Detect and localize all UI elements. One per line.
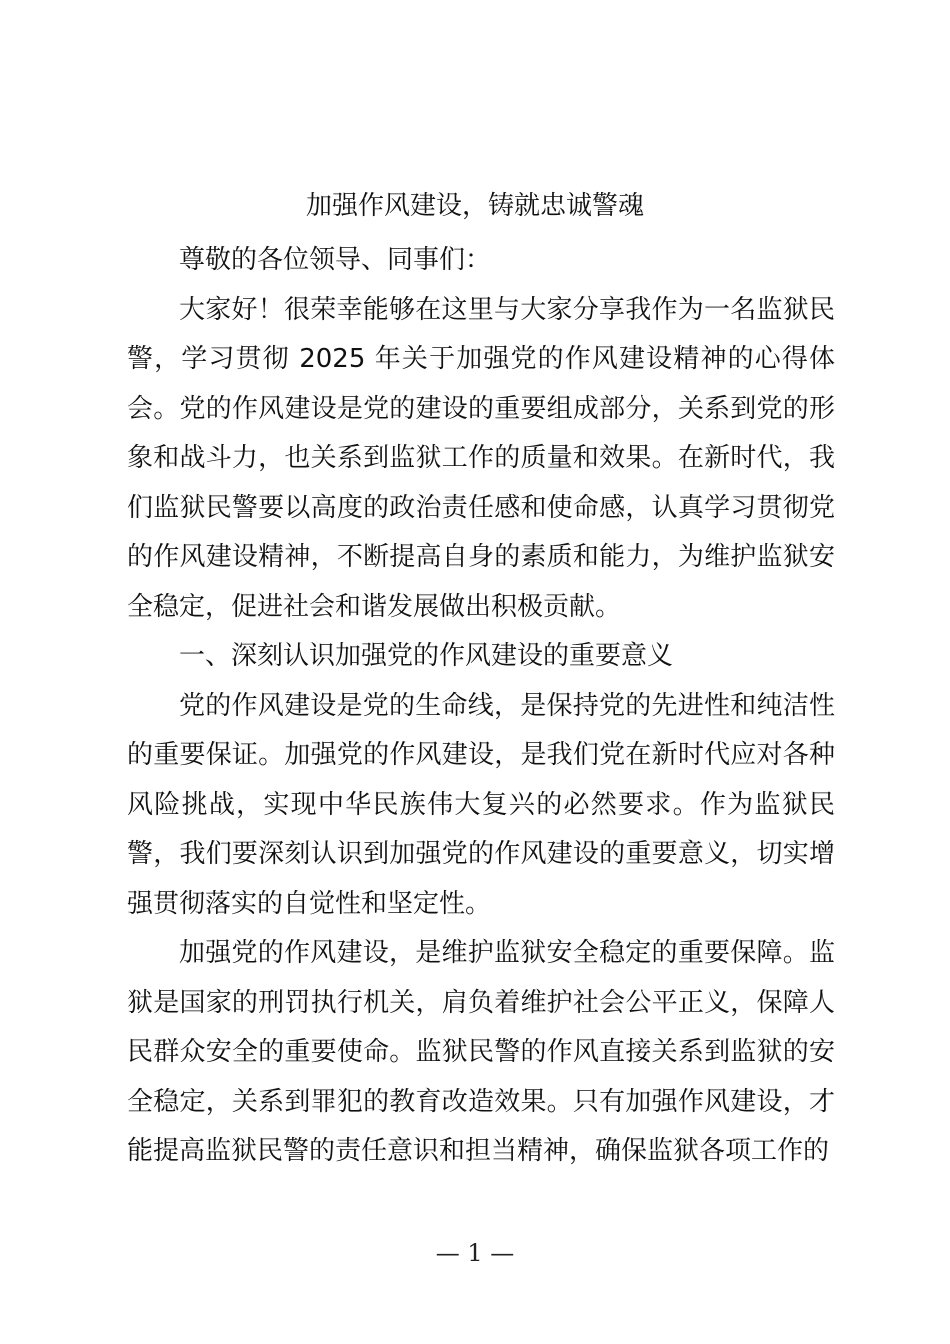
section-heading-1: 一、深刻认识加强党的作风建设的重要意义: [179, 641, 674, 671]
paragraph-significance: 党的作风建设是党的生命线，是保持党的先进性和纯洁性的重要保证。加强党的作风建设，是我们党在新时代应对各种风险挑战，实现中华民族伟大复兴的必然要求。作为监狱民警，我们要深刻认识到加强党的作风建设的重要意义，切实增强贯彻落实的自觉性和坚定性。: [127, 690, 835, 919]
paragraph-prison-safety: 加强党的作风建设，是维护监狱安全稳定的重要保障。监狱是国家的刑罚执行机关，肩负着维护社会公平正义，保障人民群众安全的重要使命。监狱民警的作风直接关系到监狱的安全稳定，关系到罪犯的教育改造效果。只有加强作风建设，才能提高监狱民警的责任意识和担当精神，确保监狱各项工作的: [127, 938, 835, 1166]
page-number: — 1 —: [435, 1239, 515, 1267]
document-body: [127, 236, 835, 1177]
salutation: 尊敬的各位领导、同事们：: [179, 245, 492, 275]
paragraph-intro: 大家好！很荣幸能够在这里与大家分享我作为一名监狱民警，学习贯彻 2025 年关于加强党的作风建设精神的心得体会。党的作风建设是党的建设的重要组成部分，关系到党的形象和战斗力，也关系到监狱工作的质量和效果。在新时代，我们监狱民警要以高度的政治责任感和使命感，认真学习贯彻党的作风建设精神，不断提高自身的素质和能力，为维护监狱安全稳定，促进社会和谐发展做出积极贡献。: [127, 294, 835, 622]
document-title: 加强作风建设，铸就忠诚警魂: [305, 191, 644, 221]
